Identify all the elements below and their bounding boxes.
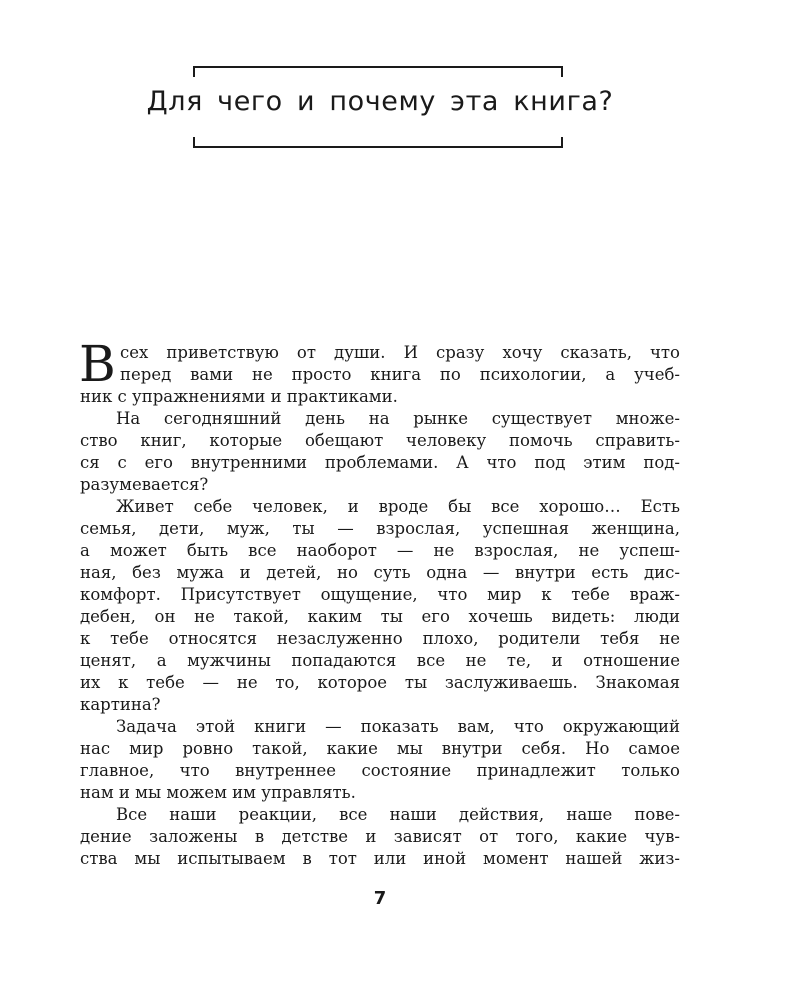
text-line: а может быть все наоборот — не взрослая, не успеш-	[80, 541, 680, 560]
page-number: 7	[373, 888, 387, 909]
text-line: ценят, а мужчины попадаются все не те, и отношение	[80, 651, 680, 670]
text-line: сех приветствую от души. И сразу хочу сказать, что	[120, 343, 680, 362]
text-line: разумевается?	[80, 475, 209, 494]
text-line: На сегодняшний день на рынке существует множе-	[116, 409, 680, 428]
text-line: ная, без мужа и детей, но суть одна — внутри есть дис-	[80, 563, 680, 582]
text-line: их к тебе — не то, которое ты заслуживаешь. Знакомая	[80, 673, 680, 692]
text-line: комфорт. Присутствует ощущение, что мир к тебе враж-	[80, 585, 680, 604]
text-line: Живет себе человек, и вроде бы все хорошо… Есть	[116, 497, 680, 516]
text-line: ства мы испытываем в тот или иной момент нашей жиз-	[80, 849, 680, 868]
text-line: нам и мы можем им управлять.	[80, 783, 356, 802]
text-line: перед вами не просто книга по психологии, а учеб-	[120, 365, 680, 384]
title-bracket-bottom	[193, 137, 563, 148]
title-bracket-top	[193, 66, 563, 77]
text-line: ство книг, которые обещают человеку помочь справить-	[80, 431, 680, 450]
body-text	[79, 335, 680, 870]
text-line: нас мир ровно такой, какие мы внутри себя. Но самое	[80, 739, 680, 758]
text-line: дебен, он не такой, каким ты его хочешь видеть: люди	[80, 607, 680, 626]
chapter-title: Для чего и почему эта книга?	[146, 86, 614, 117]
text-line: дение заложены в детстве и зависят от того, какие чув-	[80, 827, 680, 846]
drop-cap: В	[79, 335, 116, 393]
text-line: Задача этой книги — показать вам, что окружающий	[116, 717, 680, 736]
text-line: главное, что внутреннее состояние принадлежит только	[80, 761, 680, 780]
text-line: ся с его внутренними проблемами. А что под этим под-	[80, 453, 680, 472]
text-line: к тебе относятся незаслуженно плохо, родители тебя не	[80, 629, 680, 648]
text-line: семья, дети, муж, ты — взрослая, успешная женщина,	[80, 519, 680, 538]
text-line: ник с упражнениями и практиками.	[80, 387, 398, 406]
text-line: картина?	[80, 695, 161, 714]
text-line: Все наши реакции, все наши действия, наше пове-	[116, 805, 680, 824]
